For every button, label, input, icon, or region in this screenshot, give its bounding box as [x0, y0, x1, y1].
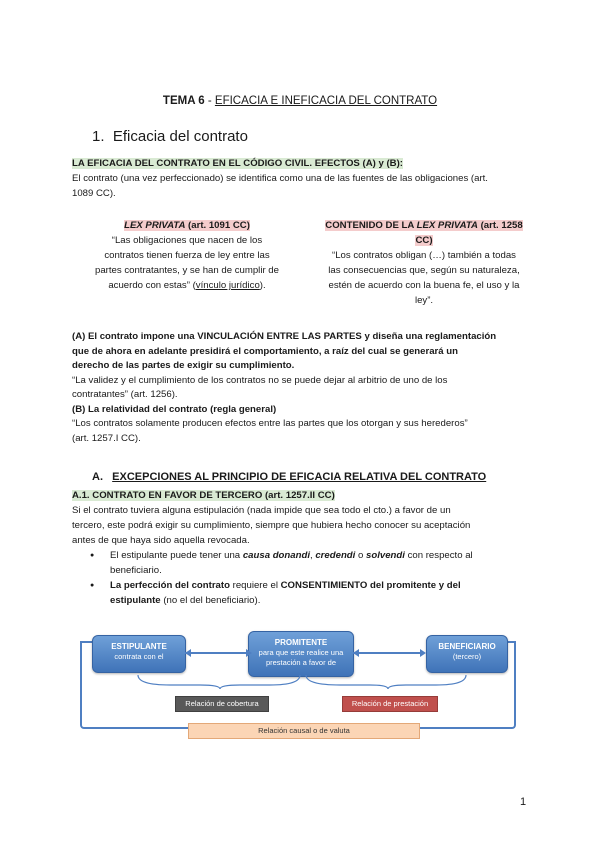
- a1-line: Si el contrato tuviera alguna estipulación (nada impide que sea todo el cto.) a favor de un: [72, 505, 451, 516]
- vinculo-juridico: vínculo jurídico: [195, 280, 260, 291]
- cobertura-label: Relación de cobertura: [175, 696, 269, 712]
- promitente-box: PROMITENTE para que este realice una prestación a favor de: [248, 631, 354, 677]
- section-title: Eficacia del contrato: [112, 128, 248, 145]
- tema-label: TEMA 6: [162, 95, 205, 107]
- beneficiario-box: BENEFICIARIO (tercero): [426, 635, 508, 673]
- section-a-heading: [92, 471, 486, 483]
- document-title: [0, 95, 600, 107]
- efecto-a-line: (A) El contrato impone una VINCULACIÓN ENTRE LAS PARTES y diseña una reglamentación: [72, 331, 497, 342]
- contenido-column: [312, 218, 536, 308]
- section-number: 1.: [92, 128, 105, 145]
- prestacion-label: Relación de prestación: [342, 696, 438, 712]
- lex-privata-column: [82, 218, 292, 293]
- lex-privata-line: contratos tienen fuerza de ley entre las: [104, 250, 270, 261]
- contract-diagram: [80, 625, 520, 743]
- efecto-a-line: que de ahora en adelante presidirá el comportamiento, a raíz del cual se generará un: [72, 345, 459, 357]
- efecto-a-quote-1: “La validez y el cumplimiento de los contratos no se puede dejar al arbitrio de uno de los: [72, 374, 448, 386]
- contenido-line: estén de acuerdo con la buena fe, el uso y la: [328, 280, 520, 291]
- valuta-label: Relación causal o de valuta: [188, 723, 420, 739]
- contenido-line: ley”.: [414, 295, 434, 306]
- a1-block: [72, 488, 542, 608]
- a1-heading: A.1. CONTRATO EN FAVOR DE TERCERO (art. 1257.II CC): [72, 490, 335, 501]
- section-a-title: EXCEPCIONES AL PRINCIPIO DE EFICACIA RELATIVA DEL CONTRATO: [112, 471, 487, 483]
- contenido-line: las consecuencias que, según su naturaleza,: [328, 265, 520, 276]
- section-a-letter: A.: [92, 471, 103, 483]
- lex-privata-line: “Las obligaciones que nacen de los: [111, 235, 263, 246]
- efecto-b-quote-2: (art. 1257.I CC).: [72, 432, 141, 444]
- bullet-perfeccion: ● La perfección del contrato requiere el CONSENTIMIENTO del promitente y del estipulante (no el del beneficiario).: [90, 578, 542, 608]
- contenido-line: “Los contratos obligan (…) también a todas: [332, 250, 516, 261]
- lex-privata-line: partes contratantes, y se han de cumplir de: [95, 265, 279, 276]
- efectos-line-1: El contrato (una vez perfeccionado) se identifica como una de las fuentes de las obligaciones (art.: [72, 173, 488, 184]
- contenido-heading-line2: CC): [415, 235, 433, 246]
- arrowhead-right-1: [246, 649, 252, 657]
- bullet-causa: ● El estipulante puede tener una causa donandi, credendi o solvendi con respecto al beneficiario.: [90, 548, 542, 578]
- arrowhead-left-1: [185, 649, 191, 657]
- page-number: 1: [520, 796, 527, 808]
- arrowhead-right-2: [420, 649, 426, 657]
- contenido-heading: CONTENIDO DE LA LEX PRIVATA (art. 1258: [325, 220, 523, 231]
- estipulante-box: ESTIPULANTE contrata con el: [92, 635, 186, 673]
- arrowhead-left-2: [353, 649, 359, 657]
- brace-prestacion: [306, 675, 466, 689]
- efecto-b-quote-1: “Los contratos solamente producen efectos entre las partes que los otorgan y sus herederos”: [72, 418, 468, 429]
- efecto-a-quote-2: contratantes” (art. 1256).: [72, 389, 178, 400]
- efecto-a-block: [72, 330, 542, 446]
- lex-privata-line-last: acuerdo con estas” (vínculo jurídico).: [108, 280, 266, 291]
- a1-line: tercero, este podrá exigir su cumplimiento, siempre que hubiera hecho conocer su aceptación: [72, 520, 471, 531]
- efectos-line-2: 1089 CC).: [72, 188, 116, 199]
- efectos-heading: LA EFICACIA DEL CONTRATO EN EL CÓDIGO CIVIL. EFECTOS (A) y (B):: [72, 158, 403, 169]
- tema-title: EFICACIA E INEFICACIA DEL CONTRATO: [214, 95, 438, 107]
- efecto-b-heading: (B) La relatividad del contrato (regla general): [72, 403, 277, 415]
- efecto-a-line: derecho de las partes de exigir su cumplimiento.: [72, 360, 295, 371]
- title-dash: -: [204, 95, 215, 107]
- a1-line: antes de que haya sido aquella revocada.: [72, 535, 250, 546]
- brace-cobertura: [138, 675, 300, 689]
- lex-privata-heading: LEX PRIVATA (art. 1091 CC): [124, 220, 250, 231]
- section-heading-1: [92, 128, 248, 145]
- efectos-block: [72, 156, 532, 201]
